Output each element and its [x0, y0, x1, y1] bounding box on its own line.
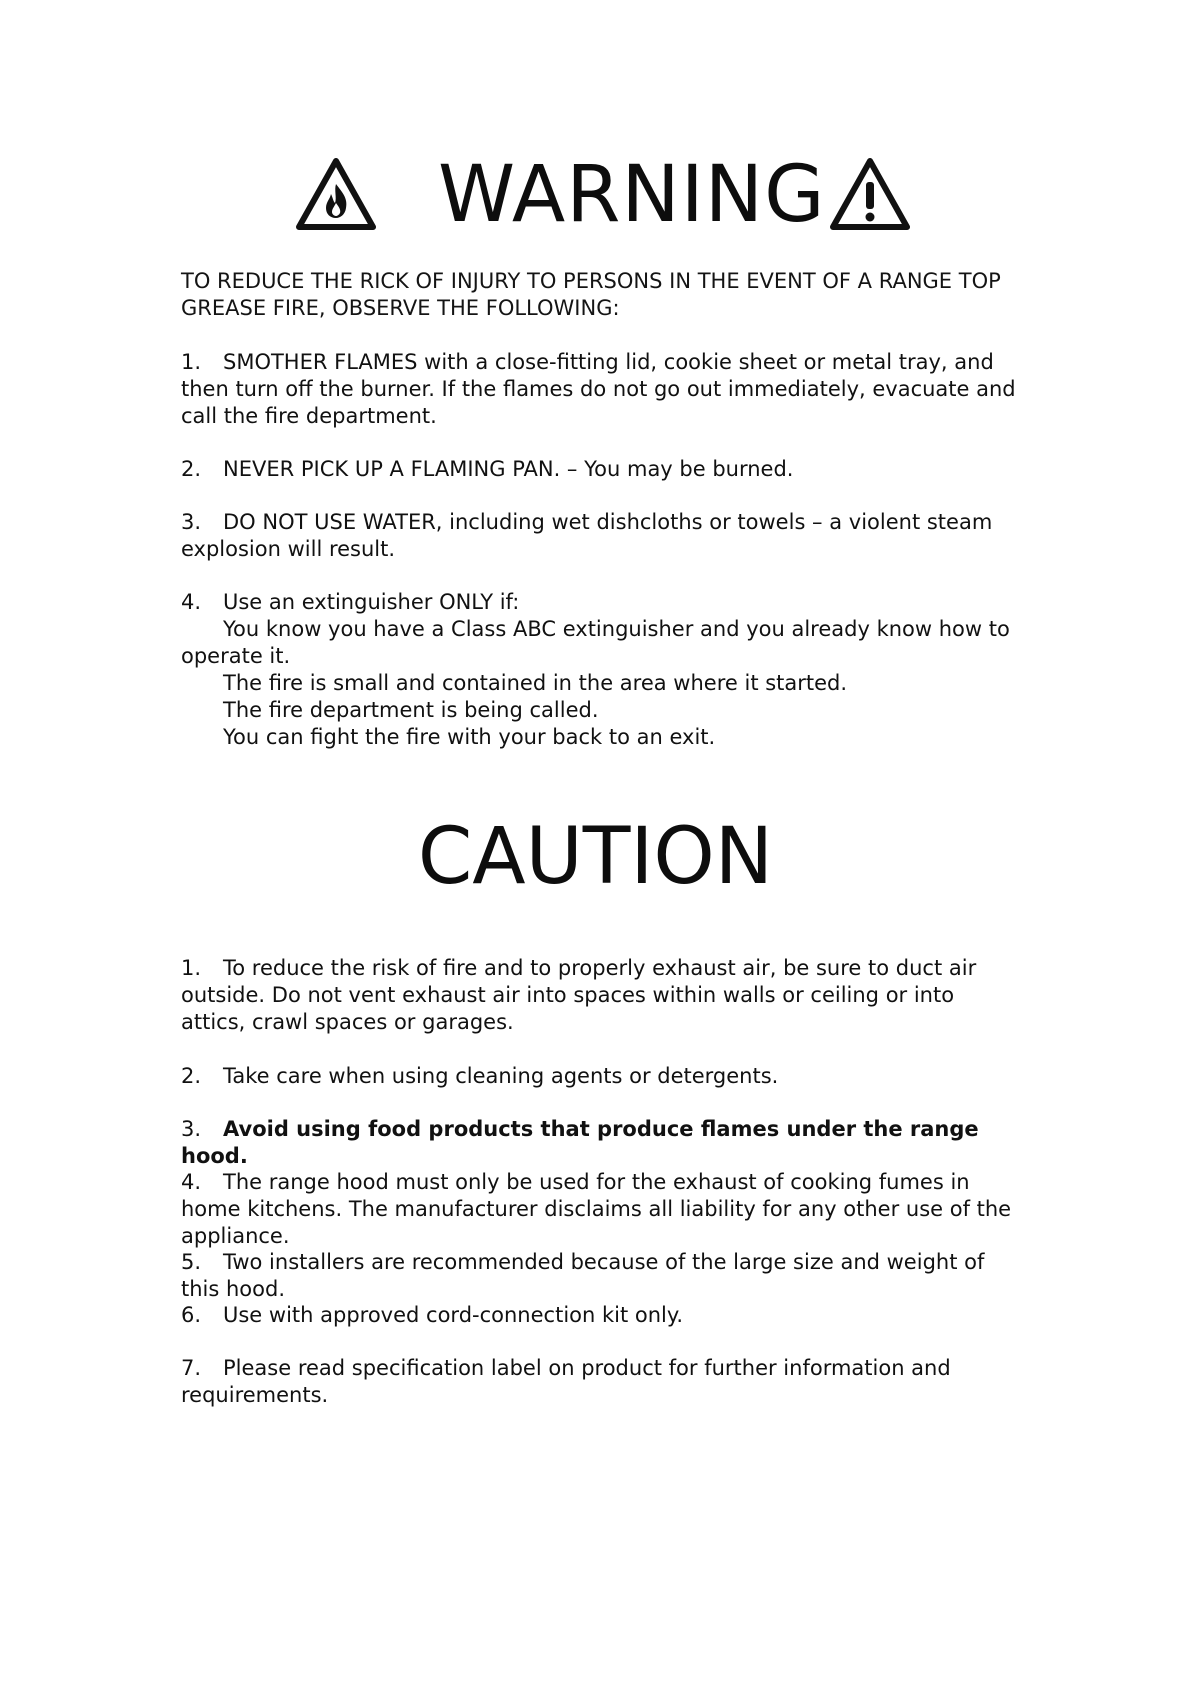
item-number: 7. — [181, 1356, 202, 1380]
warning-sub-item-1 — [181, 616, 1021, 670]
item-text: Please read specification label on product for further information and requirements. — [181, 1356, 951, 1407]
warning-item-3 — [181, 509, 1021, 563]
warning-item-4 — [181, 589, 1021, 616]
warning-sub-item-2 — [181, 670, 1021, 697]
exclamation-triangle-icon — [830, 158, 910, 230]
caution-item-7 — [181, 1355, 1021, 1409]
item-text: Use an extinguisher ONLY if: — [223, 590, 520, 614]
item-number: 5. — [181, 1250, 202, 1274]
item-number: 2. — [181, 457, 202, 481]
item-number: 3. — [181, 510, 202, 534]
item-text: Two installers are recommended because of the large size and weight of this hood. — [181, 1250, 985, 1301]
item-text: DO NOT USE WATER, including wet dishcloths or towels – a violent steam explosion will result. — [181, 510, 993, 561]
sub-item-text: You can fight the fire with your back to an exit. — [223, 725, 716, 749]
sub-item-text: The fire department is being called. — [223, 698, 599, 722]
warning-item-1 — [181, 349, 1021, 430]
caution-item-6 — [181, 1302, 1021, 1329]
item-number: 3. — [181, 1117, 202, 1141]
item-number: 6. — [181, 1303, 202, 1327]
item-text: SMOTHER FLAMES with a close-fitting lid, cookie sheet or metal tray, and then turn off the burner. If the flames do not go out immediately, evacuate and call the fire department. — [181, 350, 1016, 428]
item-number: 4. — [181, 590, 202, 614]
caution-title: CAUTION — [417, 812, 774, 902]
warning-sub-item-3 — [181, 697, 1021, 724]
item-text: Avoid using food products that produce flames under the range hood. — [181, 1117, 979, 1168]
item-number: 1. — [181, 350, 202, 374]
warning-item-2 — [181, 456, 1021, 483]
warning-heading — [0, 150, 1191, 250]
sub-item-text: The fire is small and contained in the area where it started. — [223, 671, 848, 695]
item-text: Use with approved cord-connection kit only. — [223, 1303, 683, 1327]
caution-item-3 — [181, 1116, 1021, 1170]
warning-title: WARNING — [438, 150, 826, 240]
item-text: To reduce the risk of fire and to properly exhaust air, be sure to duct air outside. Do not vent exhaust air into spaces within walls or ceiling or into attics, crawl spaces or garages. — [181, 956, 977, 1034]
warning-intro: TO REDUCE THE RICK OF INJURY TO PERSONS IN THE EVENT OF A RANGE TOP GREASE FIRE, OBSERVE THE FOLLOWING: — [181, 269, 1001, 320]
item-text: NEVER PICK UP A FLAMING PAN. – You may be burned. — [223, 457, 794, 481]
caution-item-2 — [181, 1063, 1021, 1090]
item-text: Take care when using cleaning agents or detergents. — [223, 1064, 779, 1088]
item-number: 4. — [181, 1170, 202, 1194]
caution-item-1 — [181, 955, 1021, 1036]
item-number: 1. — [181, 956, 202, 980]
item-number: 2. — [181, 1064, 202, 1088]
sub-item-text: You know you have a Class ABC extinguisher and you already know how to operate it. — [181, 617, 1010, 668]
item-text: The range hood must only be used for the exhaust of cooking fumes in home kitchens. The manufacturer disclaims all liability for any other use of the appliance. — [181, 1170, 1012, 1248]
caution-item-5 — [181, 1249, 1021, 1303]
fire-hazard-triangle-icon — [296, 158, 376, 230]
caution-item-4 — [181, 1169, 1021, 1250]
warning-sub-item-4 — [181, 724, 1021, 751]
